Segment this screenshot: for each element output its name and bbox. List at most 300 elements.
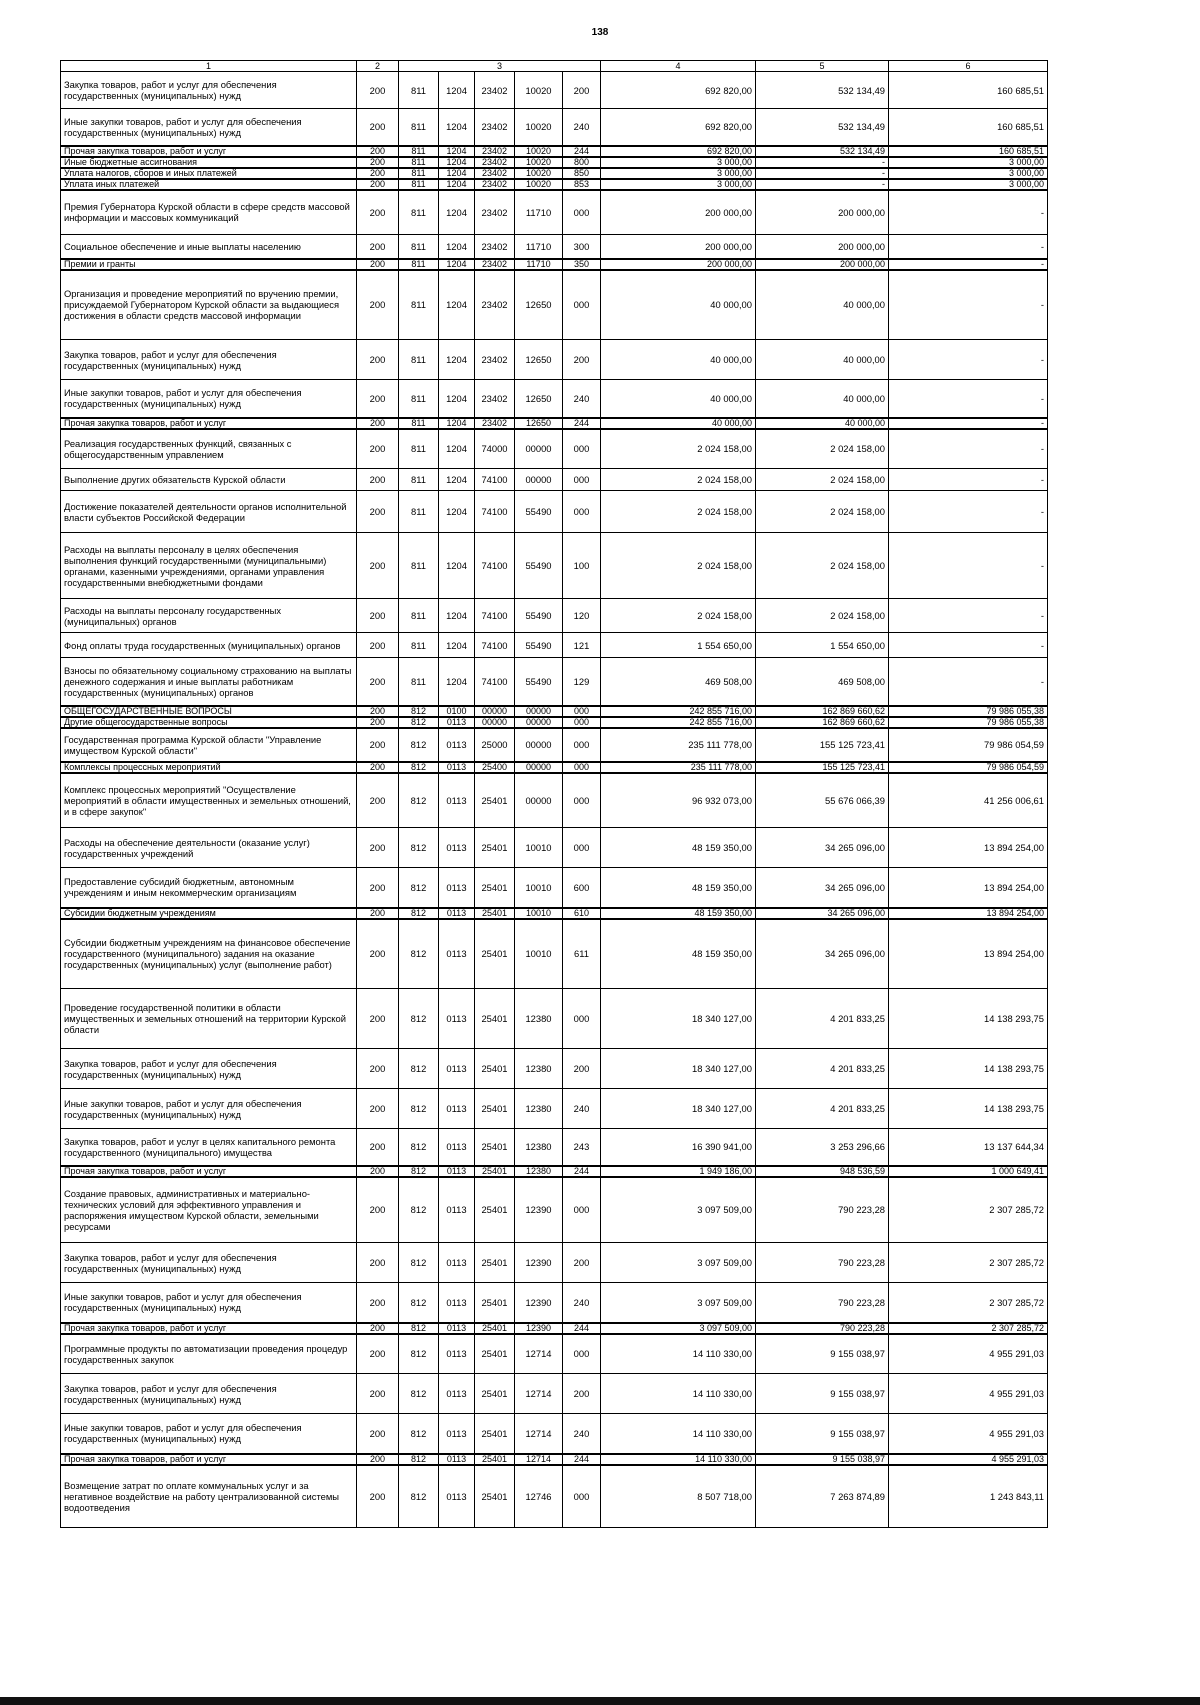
amount-col-4: 48 159 350,00 xyxy=(601,868,756,908)
code-admin: 812 xyxy=(399,1334,439,1374)
amount-col-5: 532 134,49 xyxy=(756,146,889,157)
amount-col-5: 790 223,28 xyxy=(756,1323,889,1334)
code-admin: 812 xyxy=(399,989,439,1049)
code-admin: 811 xyxy=(399,168,439,179)
row-name: Комплекс процессных мероприятий "Осуществление мероприятий в области имущественных и земельных отношений, и в сфере закупок" xyxy=(61,773,357,828)
table-row xyxy=(61,1414,1048,1454)
code-expense-type: 120 xyxy=(563,599,601,633)
code-expense-type: 121 xyxy=(563,633,601,658)
table-row xyxy=(61,658,1048,706)
amount-col-6: 14 138 293,75 xyxy=(889,989,1048,1049)
code-expense-type: 610 xyxy=(563,908,601,919)
code-program: 74100 xyxy=(475,469,515,491)
table-row xyxy=(61,146,1048,157)
code-section: 1204 xyxy=(439,633,475,658)
code-col-2: 200 xyxy=(357,1243,399,1283)
amount-col-4: 692 820,00 xyxy=(601,109,756,146)
code-expense-type: 300 xyxy=(563,235,601,259)
row-name: Прочая закупка товаров, работ и услуг xyxy=(61,418,357,429)
code-col-2: 200 xyxy=(357,418,399,429)
amount-col-6: 160 685,51 xyxy=(889,146,1048,157)
code-section: 1204 xyxy=(439,418,475,429)
row-name: Закупка товаров, работ и услуг для обеспечения государственных (муниципальных) нужд xyxy=(61,1243,357,1283)
amount-col-5: 1 554 650,00 xyxy=(756,633,889,658)
amount-col-5: 40 000,00 xyxy=(756,270,889,340)
code-admin: 811 xyxy=(399,380,439,418)
code-direction: 12380 xyxy=(515,1129,563,1166)
code-col-2: 200 xyxy=(357,1374,399,1414)
code-expense-type: 244 xyxy=(563,1166,601,1177)
row-name: Достижение показателей деятельности органов исполнительной власти субъектов Российской Федерации xyxy=(61,491,357,533)
amount-col-6: - xyxy=(889,599,1048,633)
row-name: Премии и гранты xyxy=(61,259,357,270)
amount-col-6: - xyxy=(889,380,1048,418)
amount-col-5: 34 265 096,00 xyxy=(756,828,889,868)
code-section: 0113 xyxy=(439,1089,475,1129)
code-col-2: 200 xyxy=(357,380,399,418)
code-col-2: 200 xyxy=(357,491,399,533)
row-name: Прочая закупка товаров, работ и услуг xyxy=(61,1323,357,1334)
code-col-2: 200 xyxy=(357,717,399,728)
code-program: 25401 xyxy=(475,1129,515,1166)
row-name: Иные закупки товаров, работ и услуг для обеспечения государственных (муниципальных) нужд xyxy=(61,1414,357,1454)
code-program: 23402 xyxy=(475,418,515,429)
code-direction: 55490 xyxy=(515,599,563,633)
amount-col-5: 2 024 158,00 xyxy=(756,533,889,599)
table-row xyxy=(61,773,1048,828)
amount-col-4: 2 024 158,00 xyxy=(601,429,756,469)
row-name: Закупка товаров, работ и услуг для обеспечения государственных (муниципальных) нужд xyxy=(61,1374,357,1414)
code-program: 25000 xyxy=(475,728,515,762)
code-expense-type: 240 xyxy=(563,109,601,146)
code-admin: 812 xyxy=(399,1177,439,1243)
code-program: 74100 xyxy=(475,533,515,599)
code-section: 0113 xyxy=(439,908,475,919)
table-row xyxy=(61,868,1048,908)
table-row xyxy=(61,429,1048,469)
code-col-2: 200 xyxy=(357,728,399,762)
code-section: 1204 xyxy=(439,190,475,235)
code-col-2: 200 xyxy=(357,868,399,908)
amount-col-4: 692 820,00 xyxy=(601,146,756,157)
table-row xyxy=(61,259,1048,270)
amount-col-4: 3 097 509,00 xyxy=(601,1323,756,1334)
amount-col-5: 9 155 038,97 xyxy=(756,1334,889,1374)
table-row xyxy=(61,762,1048,773)
code-direction: 10020 xyxy=(515,179,563,190)
amount-col-5: 9 155 038,97 xyxy=(756,1454,889,1465)
amount-col-5: 40 000,00 xyxy=(756,418,889,429)
code-admin: 811 xyxy=(399,633,439,658)
code-section: 1204 xyxy=(439,469,475,491)
code-admin: 812 xyxy=(399,828,439,868)
code-direction: 12714 xyxy=(515,1374,563,1414)
amount-col-4: 2 024 158,00 xyxy=(601,599,756,633)
code-section: 0113 xyxy=(439,1414,475,1454)
table-row xyxy=(61,633,1048,658)
row-name: Взносы по обязательному социальному страхованию на выплаты денежного содержания и иные выплаты работникам государственных (муниципальных) органов xyxy=(61,658,357,706)
code-program: 74100 xyxy=(475,658,515,706)
header-col-6: 6 xyxy=(889,61,1048,72)
code-admin: 811 xyxy=(399,235,439,259)
code-expense-type: 000 xyxy=(563,728,601,762)
code-direction: 12380 xyxy=(515,1049,563,1089)
code-program: 25401 xyxy=(475,868,515,908)
code-program: 25401 xyxy=(475,1374,515,1414)
amount-col-4: 8 507 718,00 xyxy=(601,1465,756,1528)
code-admin: 812 xyxy=(399,1323,439,1334)
row-name: Закупка товаров, работ и услуг для обеспечения государственных (муниципальных) нужд xyxy=(61,1049,357,1089)
amount-col-6: 79 986 054,59 xyxy=(889,728,1048,762)
code-admin: 811 xyxy=(399,491,439,533)
code-col-2: 200 xyxy=(357,762,399,773)
code-admin: 811 xyxy=(399,72,439,109)
amount-col-4: 1 949 186,00 xyxy=(601,1166,756,1177)
row-name: Иные закупки товаров, работ и услуг для обеспечения государственных (муниципальных) нужд xyxy=(61,380,357,418)
code-program: 25401 xyxy=(475,919,515,989)
code-col-2: 200 xyxy=(357,1049,399,1089)
code-section: 0113 xyxy=(439,1374,475,1414)
amount-col-5: 34 265 096,00 xyxy=(756,908,889,919)
code-col-2: 200 xyxy=(357,1334,399,1374)
amount-col-6: 1 243 843,11 xyxy=(889,1465,1048,1528)
amount-col-6: 4 955 291,03 xyxy=(889,1454,1048,1465)
row-name: Организация и проведение мероприятий по вручению премии, присуждаемой Губернатором Курской области за выдающиеся достижения в области средств массовой информации xyxy=(61,270,357,340)
code-program: 23402 xyxy=(475,72,515,109)
amount-col-6: 4 955 291,03 xyxy=(889,1334,1048,1374)
code-program: 23402 xyxy=(475,259,515,270)
budget-table xyxy=(60,60,1048,1528)
amount-col-4: 2 024 158,00 xyxy=(601,469,756,491)
amount-col-4: 40 000,00 xyxy=(601,418,756,429)
amount-col-5: 948 536,59 xyxy=(756,1166,889,1177)
code-section: 0113 xyxy=(439,1283,475,1323)
amount-col-4: 14 110 330,00 xyxy=(601,1334,756,1374)
code-col-2: 200 xyxy=(357,1129,399,1166)
code-admin: 811 xyxy=(399,599,439,633)
code-section: 0113 xyxy=(439,1049,475,1089)
amount-col-5: 200 000,00 xyxy=(756,190,889,235)
amount-col-6: 1 000 649,41 xyxy=(889,1166,1048,1177)
row-name: Иные закупки товаров, работ и услуг для обеспечения государственных (муниципальных) нужд xyxy=(61,109,357,146)
amount-col-5: 9 155 038,97 xyxy=(756,1414,889,1454)
code-direction: 55490 xyxy=(515,491,563,533)
code-program: 23402 xyxy=(475,157,515,168)
code-col-2: 200 xyxy=(357,1414,399,1454)
row-name: Расходы на выплаты персоналу в целях обеспечения выполнения функций государственными (муниципальными) органами, казенными учреждениями, органами управления государственными внебюджетными фондами xyxy=(61,533,357,599)
table-row xyxy=(61,1465,1048,1528)
code-direction: 00000 xyxy=(515,762,563,773)
amount-col-6: 160 685,51 xyxy=(889,72,1048,109)
code-program: 25401 xyxy=(475,773,515,828)
amount-col-5: 162 869 660,62 xyxy=(756,706,889,717)
code-admin: 812 xyxy=(399,1465,439,1528)
amount-col-6: 14 138 293,75 xyxy=(889,1049,1048,1089)
code-section: 1204 xyxy=(439,259,475,270)
code-program: 74000 xyxy=(475,429,515,469)
code-direction: 10010 xyxy=(515,919,563,989)
amount-col-5: - xyxy=(756,168,889,179)
code-program: 25400 xyxy=(475,762,515,773)
code-expense-type: 850 xyxy=(563,168,601,179)
amount-col-6: 79 986 054,59 xyxy=(889,762,1048,773)
code-col-2: 200 xyxy=(357,235,399,259)
amount-col-6: - xyxy=(889,491,1048,533)
amount-col-6: - xyxy=(889,469,1048,491)
row-name: Реализация государственных функций, связанных с общегосударственным управлением xyxy=(61,429,357,469)
amount-col-4: 200 000,00 xyxy=(601,190,756,235)
page-number: 138 xyxy=(591,27,609,38)
amount-col-6: 3 000,00 xyxy=(889,168,1048,179)
code-section: 1204 xyxy=(439,270,475,340)
amount-col-4: 235 111 778,00 xyxy=(601,728,756,762)
amount-col-4: 242 855 716,00 xyxy=(601,717,756,728)
code-program: 74100 xyxy=(475,633,515,658)
row-name: Другие общегосударственные вопросы xyxy=(61,717,357,728)
code-col-2: 200 xyxy=(357,773,399,828)
code-admin: 811 xyxy=(399,259,439,270)
code-program: 23402 xyxy=(475,340,515,380)
code-section: 0113 xyxy=(439,1166,475,1177)
header-col-4: 4 xyxy=(601,61,756,72)
code-col-2: 200 xyxy=(357,1283,399,1323)
table-row xyxy=(61,533,1048,599)
table-row xyxy=(61,599,1048,633)
amount-col-4: 18 340 127,00 xyxy=(601,1049,756,1089)
amount-col-5: 2 024 158,00 xyxy=(756,469,889,491)
code-admin: 812 xyxy=(399,1243,439,1283)
code-admin: 811 xyxy=(399,418,439,429)
amount-col-4: 3 000,00 xyxy=(601,179,756,190)
code-section: 1204 xyxy=(439,146,475,157)
code-program: 23402 xyxy=(475,168,515,179)
amount-col-6: - xyxy=(889,340,1048,380)
amount-col-5: 40 000,00 xyxy=(756,340,889,380)
table-row xyxy=(61,270,1048,340)
code-program: 74100 xyxy=(475,491,515,533)
code-program: 23402 xyxy=(475,270,515,340)
amount-col-6: - xyxy=(889,190,1048,235)
code-program: 23402 xyxy=(475,146,515,157)
row-name: Расходы на выплаты персоналу государственных (муниципальных) органов xyxy=(61,599,357,633)
code-col-2: 200 xyxy=(357,706,399,717)
code-section: 1204 xyxy=(439,658,475,706)
code-expense-type: 853 xyxy=(563,179,601,190)
code-expense-type: 000 xyxy=(563,429,601,469)
code-direction: 10020 xyxy=(515,72,563,109)
code-section: 0113 xyxy=(439,1334,475,1374)
table-row xyxy=(61,989,1048,1049)
code-program: 23402 xyxy=(475,380,515,418)
code-direction: 00000 xyxy=(515,469,563,491)
table-row xyxy=(61,1454,1048,1465)
code-section: 0113 xyxy=(439,1243,475,1283)
amount-col-5: 469 508,00 xyxy=(756,658,889,706)
amount-col-4: 235 111 778,00 xyxy=(601,762,756,773)
row-name: Создание правовых, административных и материально-технических условий для эффективного управления и распоряжения имуществом Курской области, земельными ресурсами xyxy=(61,1177,357,1243)
row-name: Закупка товаров, работ и услуг в целях капитального ремонта государственного (муниципального) имущества xyxy=(61,1129,357,1166)
amount-col-4: 200 000,00 xyxy=(601,235,756,259)
code-admin: 812 xyxy=(399,1374,439,1414)
scan-bottom-edge xyxy=(0,1697,1200,1705)
amount-col-6: 41 256 006,61 xyxy=(889,773,1048,828)
code-program: 00000 xyxy=(475,706,515,717)
amount-col-5: 40 000,00 xyxy=(756,380,889,418)
code-direction: 12390 xyxy=(515,1283,563,1323)
amount-col-5: 790 223,28 xyxy=(756,1243,889,1283)
code-col-2: 200 xyxy=(357,633,399,658)
amount-col-6: 13 894 254,00 xyxy=(889,908,1048,919)
amount-col-5: 4 201 833,25 xyxy=(756,1049,889,1089)
code-col-2: 200 xyxy=(357,469,399,491)
code-expense-type: 200 xyxy=(563,1243,601,1283)
code-expense-type: 350 xyxy=(563,259,601,270)
table-row xyxy=(61,380,1048,418)
code-admin: 812 xyxy=(399,908,439,919)
code-col-2: 200 xyxy=(357,1465,399,1528)
table-row xyxy=(61,1243,1048,1283)
code-direction: 12746 xyxy=(515,1465,563,1528)
amount-col-4: 242 855 716,00 xyxy=(601,706,756,717)
row-name: Возмещение затрат по оплате коммунальных услуг и за негативное воздействие на работу централизованной системы водоотведения xyxy=(61,1465,357,1528)
code-direction: 10010 xyxy=(515,828,563,868)
code-admin: 812 xyxy=(399,1283,439,1323)
code-expense-type: 000 xyxy=(563,190,601,235)
code-expense-type: 200 xyxy=(563,72,601,109)
code-direction: 00000 xyxy=(515,706,563,717)
code-direction: 55490 xyxy=(515,658,563,706)
table-row xyxy=(61,1334,1048,1374)
code-expense-type: 240 xyxy=(563,380,601,418)
code-admin: 812 xyxy=(399,1454,439,1465)
code-section: 0113 xyxy=(439,1323,475,1334)
code-direction: 11710 xyxy=(515,259,563,270)
code-admin: 811 xyxy=(399,270,439,340)
table-row xyxy=(61,469,1048,491)
code-direction: 10020 xyxy=(515,109,563,146)
code-expense-type: 200 xyxy=(563,1049,601,1089)
row-name: Прочая закупка товаров, работ и услуг xyxy=(61,1454,357,1465)
code-col-2: 200 xyxy=(357,429,399,469)
row-name: Фонд оплаты труда государственных (муниципальных) органов xyxy=(61,633,357,658)
code-section: 0113 xyxy=(439,828,475,868)
amount-col-6: 2 307 285,72 xyxy=(889,1243,1048,1283)
table-row xyxy=(61,1129,1048,1166)
amount-col-6: 14 138 293,75 xyxy=(889,1089,1048,1129)
row-name: Программные продукты по автоматизации проведения процедур государственных закупок xyxy=(61,1334,357,1374)
code-admin: 811 xyxy=(399,533,439,599)
amount-col-6: - xyxy=(889,429,1048,469)
table-row xyxy=(61,418,1048,429)
code-direction: 12380 xyxy=(515,989,563,1049)
code-admin: 812 xyxy=(399,773,439,828)
amount-col-4: 18 340 127,00 xyxy=(601,1089,756,1129)
amount-col-4: 18 340 127,00 xyxy=(601,989,756,1049)
row-name: Социальное обеспечение и иные выплаты населению xyxy=(61,235,357,259)
code-admin: 811 xyxy=(399,109,439,146)
code-section: 1204 xyxy=(439,491,475,533)
table-row xyxy=(61,340,1048,380)
row-name: Иные бюджетные ассигнования xyxy=(61,157,357,168)
code-section: 1204 xyxy=(439,533,475,599)
amount-col-6: 3 000,00 xyxy=(889,157,1048,168)
code-section: 1204 xyxy=(439,168,475,179)
code-admin: 812 xyxy=(399,1129,439,1166)
code-direction: 12390 xyxy=(515,1177,563,1243)
table-row xyxy=(61,235,1048,259)
code-direction: 10010 xyxy=(515,908,563,919)
amount-col-4: 692 820,00 xyxy=(601,72,756,109)
code-program: 25401 xyxy=(475,1049,515,1089)
code-program: 25401 xyxy=(475,1243,515,1283)
code-expense-type: 200 xyxy=(563,1374,601,1414)
amount-col-5: 3 253 296,66 xyxy=(756,1129,889,1166)
amount-col-4: 96 932 073,00 xyxy=(601,773,756,828)
code-admin: 811 xyxy=(399,658,439,706)
code-expense-type: 000 xyxy=(563,773,601,828)
amount-col-4: 3 000,00 xyxy=(601,168,756,179)
code-direction: 12650 xyxy=(515,418,563,429)
code-program: 23402 xyxy=(475,109,515,146)
amount-col-5: 9 155 038,97 xyxy=(756,1374,889,1414)
code-direction: 12380 xyxy=(515,1089,563,1129)
code-admin: 811 xyxy=(399,469,439,491)
row-name: Прочая закупка товаров, работ и услуг xyxy=(61,1166,357,1177)
code-section: 0113 xyxy=(439,989,475,1049)
amount-col-5: 34 265 096,00 xyxy=(756,919,889,989)
amount-col-4: 2 024 158,00 xyxy=(601,533,756,599)
row-name: Предоставление субсидий бюджетным, автономным учреждениям и иным некоммерческим организациям xyxy=(61,868,357,908)
code-section: 0113 xyxy=(439,773,475,828)
code-section: 0113 xyxy=(439,1465,475,1528)
code-program: 25401 xyxy=(475,1414,515,1454)
code-section: 1204 xyxy=(439,157,475,168)
row-name: Комплексы процессных мероприятий xyxy=(61,762,357,773)
code-col-2: 200 xyxy=(357,658,399,706)
code-direction: 12714 xyxy=(515,1454,563,1465)
code-direction: 12650 xyxy=(515,380,563,418)
table-row xyxy=(61,1374,1048,1414)
code-section: 1204 xyxy=(439,109,475,146)
amount-col-4: 3 097 509,00 xyxy=(601,1177,756,1243)
table-row xyxy=(61,1177,1048,1243)
table-row xyxy=(61,491,1048,533)
code-admin: 812 xyxy=(399,1166,439,1177)
amount-col-4: 14 110 330,00 xyxy=(601,1414,756,1454)
code-col-2: 200 xyxy=(357,259,399,270)
amount-col-5: 2 024 158,00 xyxy=(756,491,889,533)
amount-col-4: 16 390 941,00 xyxy=(601,1129,756,1166)
code-section: 0113 xyxy=(439,717,475,728)
code-direction: 11710 xyxy=(515,235,563,259)
code-program: 23402 xyxy=(475,190,515,235)
code-expense-type: 600 xyxy=(563,868,601,908)
code-col-2: 200 xyxy=(357,270,399,340)
code-program: 25401 xyxy=(475,1177,515,1243)
code-direction: 12390 xyxy=(515,1323,563,1334)
amount-col-5: 7 263 874,89 xyxy=(756,1465,889,1528)
code-section: 0113 xyxy=(439,762,475,773)
code-program: 25401 xyxy=(475,828,515,868)
amount-col-5: 200 000,00 xyxy=(756,259,889,270)
code-expense-type: 244 xyxy=(563,146,601,157)
code-section: 1204 xyxy=(439,380,475,418)
amount-col-5: 155 125 723,41 xyxy=(756,728,889,762)
row-name: Государственная программа Курской области "Управление имуществом Курской области" xyxy=(61,728,357,762)
code-col-2: 200 xyxy=(357,1323,399,1334)
code-col-2: 200 xyxy=(357,533,399,599)
code-col-2: 200 xyxy=(357,157,399,168)
